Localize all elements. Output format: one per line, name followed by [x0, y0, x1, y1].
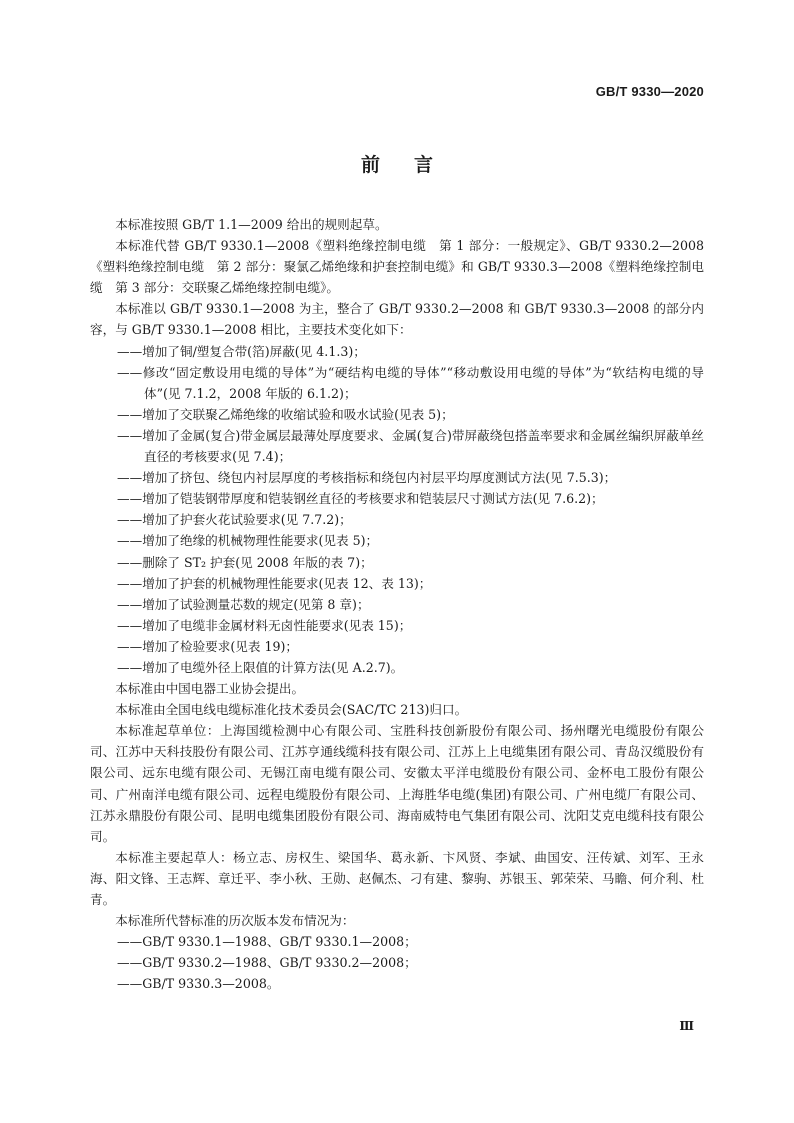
change-item: ——增加了金属(复合)带金属层最薄处厚度要求、金属(复合)带屏蔽绕包搭盖率要求和金属丝编织屏蔽单丝直径的考核要求(见 7.4)； [117, 427, 704, 465]
change-item: ——增加了铜/塑复合带(箔)屏蔽(见 4.1.3)； [117, 343, 366, 359]
change-item: ——增加了护套的机械物理性能要求(见表 12、表 13)； [117, 575, 432, 591]
history-item: ——GB/T 9330.1—1988、GB/T 9330.1—2008； [117, 934, 417, 950]
change-item: ——增加了挤包、绕包内衬层厚度的考核指标和绕包内衬层平均厚度测试方法(见 7.5.3)； [117, 470, 617, 486]
change-item: ——增加了试验测量芯数的规定(见第 8 章)； [117, 596, 370, 612]
paragraph-committee: 本标准由全国电线电缆标准化技术委员会(SAC/TC 213)归口。 [115, 702, 468, 718]
change-item: ——增加了检验要求(见表 19)； [117, 638, 298, 654]
change-item: ——删除了 ST₂ 护套(见 2008 年版的表 7)； [117, 554, 373, 570]
standard-code: GB/T 9330—2020 [595, 84, 704, 99]
paragraph-drafting-units: 本标准起草单位：上海国缆检测中心有限公司、宝胜科技创新股份有限公司、扬州曙光电缆股份有限公司、江苏中天科技股份有限公司、江苏亨通线缆科技有限公司、江苏上上电缆集团有限公司、青岛汉缆股份有限公司、远东电缆有限公司、无锡江南电缆有限公司、安徽太平洋电缆股份有限公司、金杯电工股份有限公司、广州南洋电缆有限公司、远程电缆股份有限公司、上海胜华电缆(集团)有限公司、广州电缆厂有限公司、江苏永鼎股份有限公司、昆明电缆集团股份有限公司、海南威特电气集团有限公司、沈阳艾克电缆科技有限公司。 [90, 723, 704, 844]
paragraph-drafting-rules: 本标准按照 GB/T 1.1—2009 给出的规则起草。 [115, 217, 388, 232]
paragraph-drafters: 本标准主要起草人：杨立志、房权生、梁国华、葛永新、卞风贤、李斌、曲国安、汪传斌、刘军、王永海、阳文锋、王志辉、章迁平、李小秋、王勋、赵佩杰、刁有建、黎驹、苏银玉、郭荣荣、马瞻、何介利、杜青。 [90, 849, 704, 907]
paragraph-history-intro: 本标准所代替标准的历次版本发布情况为： [115, 913, 355, 929]
page-number: Ⅲ [679, 1019, 694, 1033]
change-item: ——修改“固定敷设用电缆的导体”为“硬结构电缆的导体”“移动敷设用电缆的导体”为“软结构电缆的导体”(见 7.1.2，2008 年版的 6.1.2)； [117, 364, 704, 401]
paragraph-main-changes: 本标准以 GB/T 9330.1—2008 为主，整合了 GB/T 9330.2—2008 和 GB/T 9330.3—2008 的部分内容，与 GB/T 9330.1—2008 相比，主要技术变化如下： [90, 301, 704, 338]
change-item: ——增加了铠装钢带厚度和铠装钢丝直径的考核要求和铠装层尺寸测试方法(见 7.6.2)； [117, 491, 604, 507]
change-item: ——增加了交联聚乙烯绝缘的收缩试验和吸水试验(见表 5)； [117, 406, 454, 422]
paragraph-replaces: 本标准代替 GB/T 9330.1—2008《塑料绝缘控制电缆 第 1 部分：一般规定》、GB/T 9330.2—2008《塑料绝缘控制电缆 第 2 部分：聚氯乙烯绝缘和护套控制电缆》和 GB/T 9330.3—2008《塑料绝缘控制电缆 第 3 部分：交联聚乙烯绝缘控制电缆》。 [90, 238, 704, 296]
change-item: ——增加了电缆非金属材料无卤性能要求(见表 15)； [117, 617, 412, 633]
foreword-body [90, 214, 704, 994]
change-item: ——增加了绝缘的机械物理性能要求(见表 5)； [117, 533, 379, 549]
paragraph-proposer: 本标准由中国电器工业协会提出。 [115, 681, 305, 697]
history-item: ——GB/T 9330.2—1988、GB/T 9330.2—2008； [117, 955, 417, 971]
change-item: ——增加了电缆外径上限值的计算方法(见 A.2.7)。 [117, 659, 404, 675]
history-item: ——GB/T 9330.3—2008。 [117, 976, 280, 992]
change-item: ——增加了护套火花试验要求(见 7.7.2)； [117, 512, 352, 528]
page-title: 前言 [360, 154, 467, 176]
